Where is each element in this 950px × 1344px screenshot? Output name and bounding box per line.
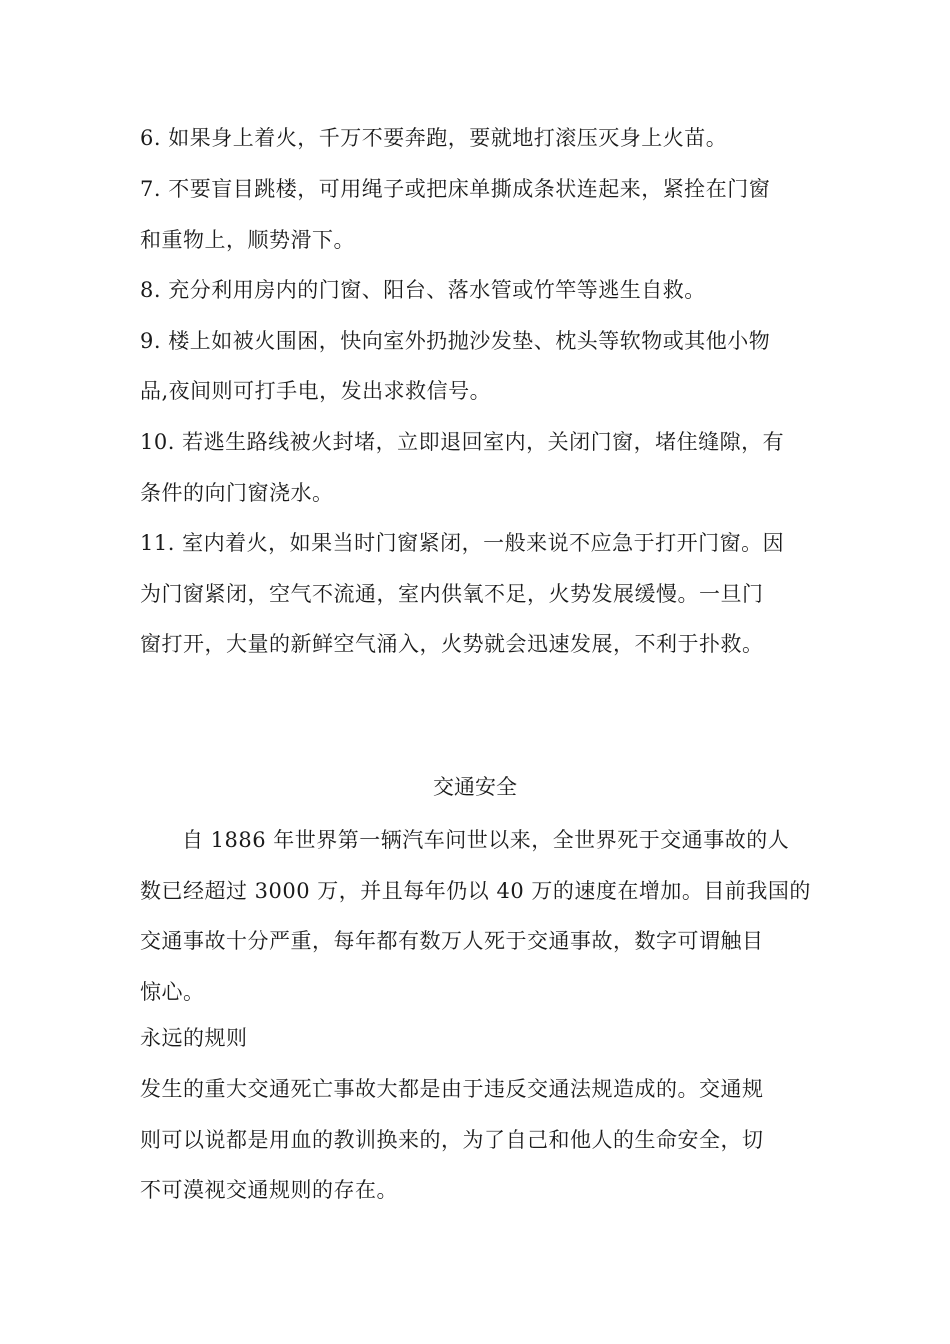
item-11-line-3: 窗打开，大量的新鲜空气涌入，火势就会迅速发展，不利于扑救。 [140, 632, 764, 656]
intro-line-1: 自 1886 年世界第一辆汽车问世以来，全世界死于交通事故的人 [182, 828, 790, 852]
item-6-line-1: 6. 如果身上着火，千万不要奔跑，要就地打滚压灭身上火苗。 [140, 126, 728, 150]
rules-line-1: 发生的重大交通死亡事故大都是由于违反交通法规造成的。交通规 [140, 1077, 764, 1101]
rules-line-2: 则可以说都是用血的教训换来的，为了自己和他人的生命安全，切 [140, 1128, 764, 1152]
item-7-line-2: 和重物上，顺势滑下。 [140, 228, 355, 252]
item-7-line-1: 7. 不要盲目跳楼，可用绳子或把床单撕成条状连起来，紧拴在门窗 [140, 177, 771, 201]
rules-line-3: 不可漠视交通规则的存在。 [140, 1178, 398, 1202]
item-9-line-2: 品,夜间则可打手电，发出求救信号。 [140, 379, 492, 403]
section-title: 交通安全 [433, 775, 517, 799]
item-10-line-2: 条件的向门窗浇水。 [140, 481, 334, 505]
intro-line-3: 交通事故十分严重，每年都有数万人死于交通事故，数字可谓触目 [140, 929, 764, 953]
item-10-line-1: 10. 若逃生路线被火封堵，立即退回室内，关闭门窗，堵住缝隙，有 [140, 430, 785, 454]
item-9-line-1: 9. 楼上如被火围困，快向室外扔抛沙发垫、枕头等软物或其他小物 [140, 329, 771, 353]
intro-line-4: 惊心。 [140, 980, 205, 1004]
intro-line-2: 数已经超过 3000 万，并且每年仍以 40 万的速度在增加。目前我国的 [140, 879, 811, 903]
item-11-line-2: 为门窗紧闭，空气不流通，室内供氧不足，火势发展缓慢。一旦门 [140, 582, 764, 606]
subheading: 永远的规则 [140, 1026, 248, 1050]
item-11-line-1: 11. 室内着火，如果当时门窗紧闭，一般来说不应急于打开门窗。因 [140, 531, 785, 555]
item-8-line-1: 8. 充分利用房内的门窗、阳台、落水管或竹竿等逃生自救。 [140, 278, 706, 302]
